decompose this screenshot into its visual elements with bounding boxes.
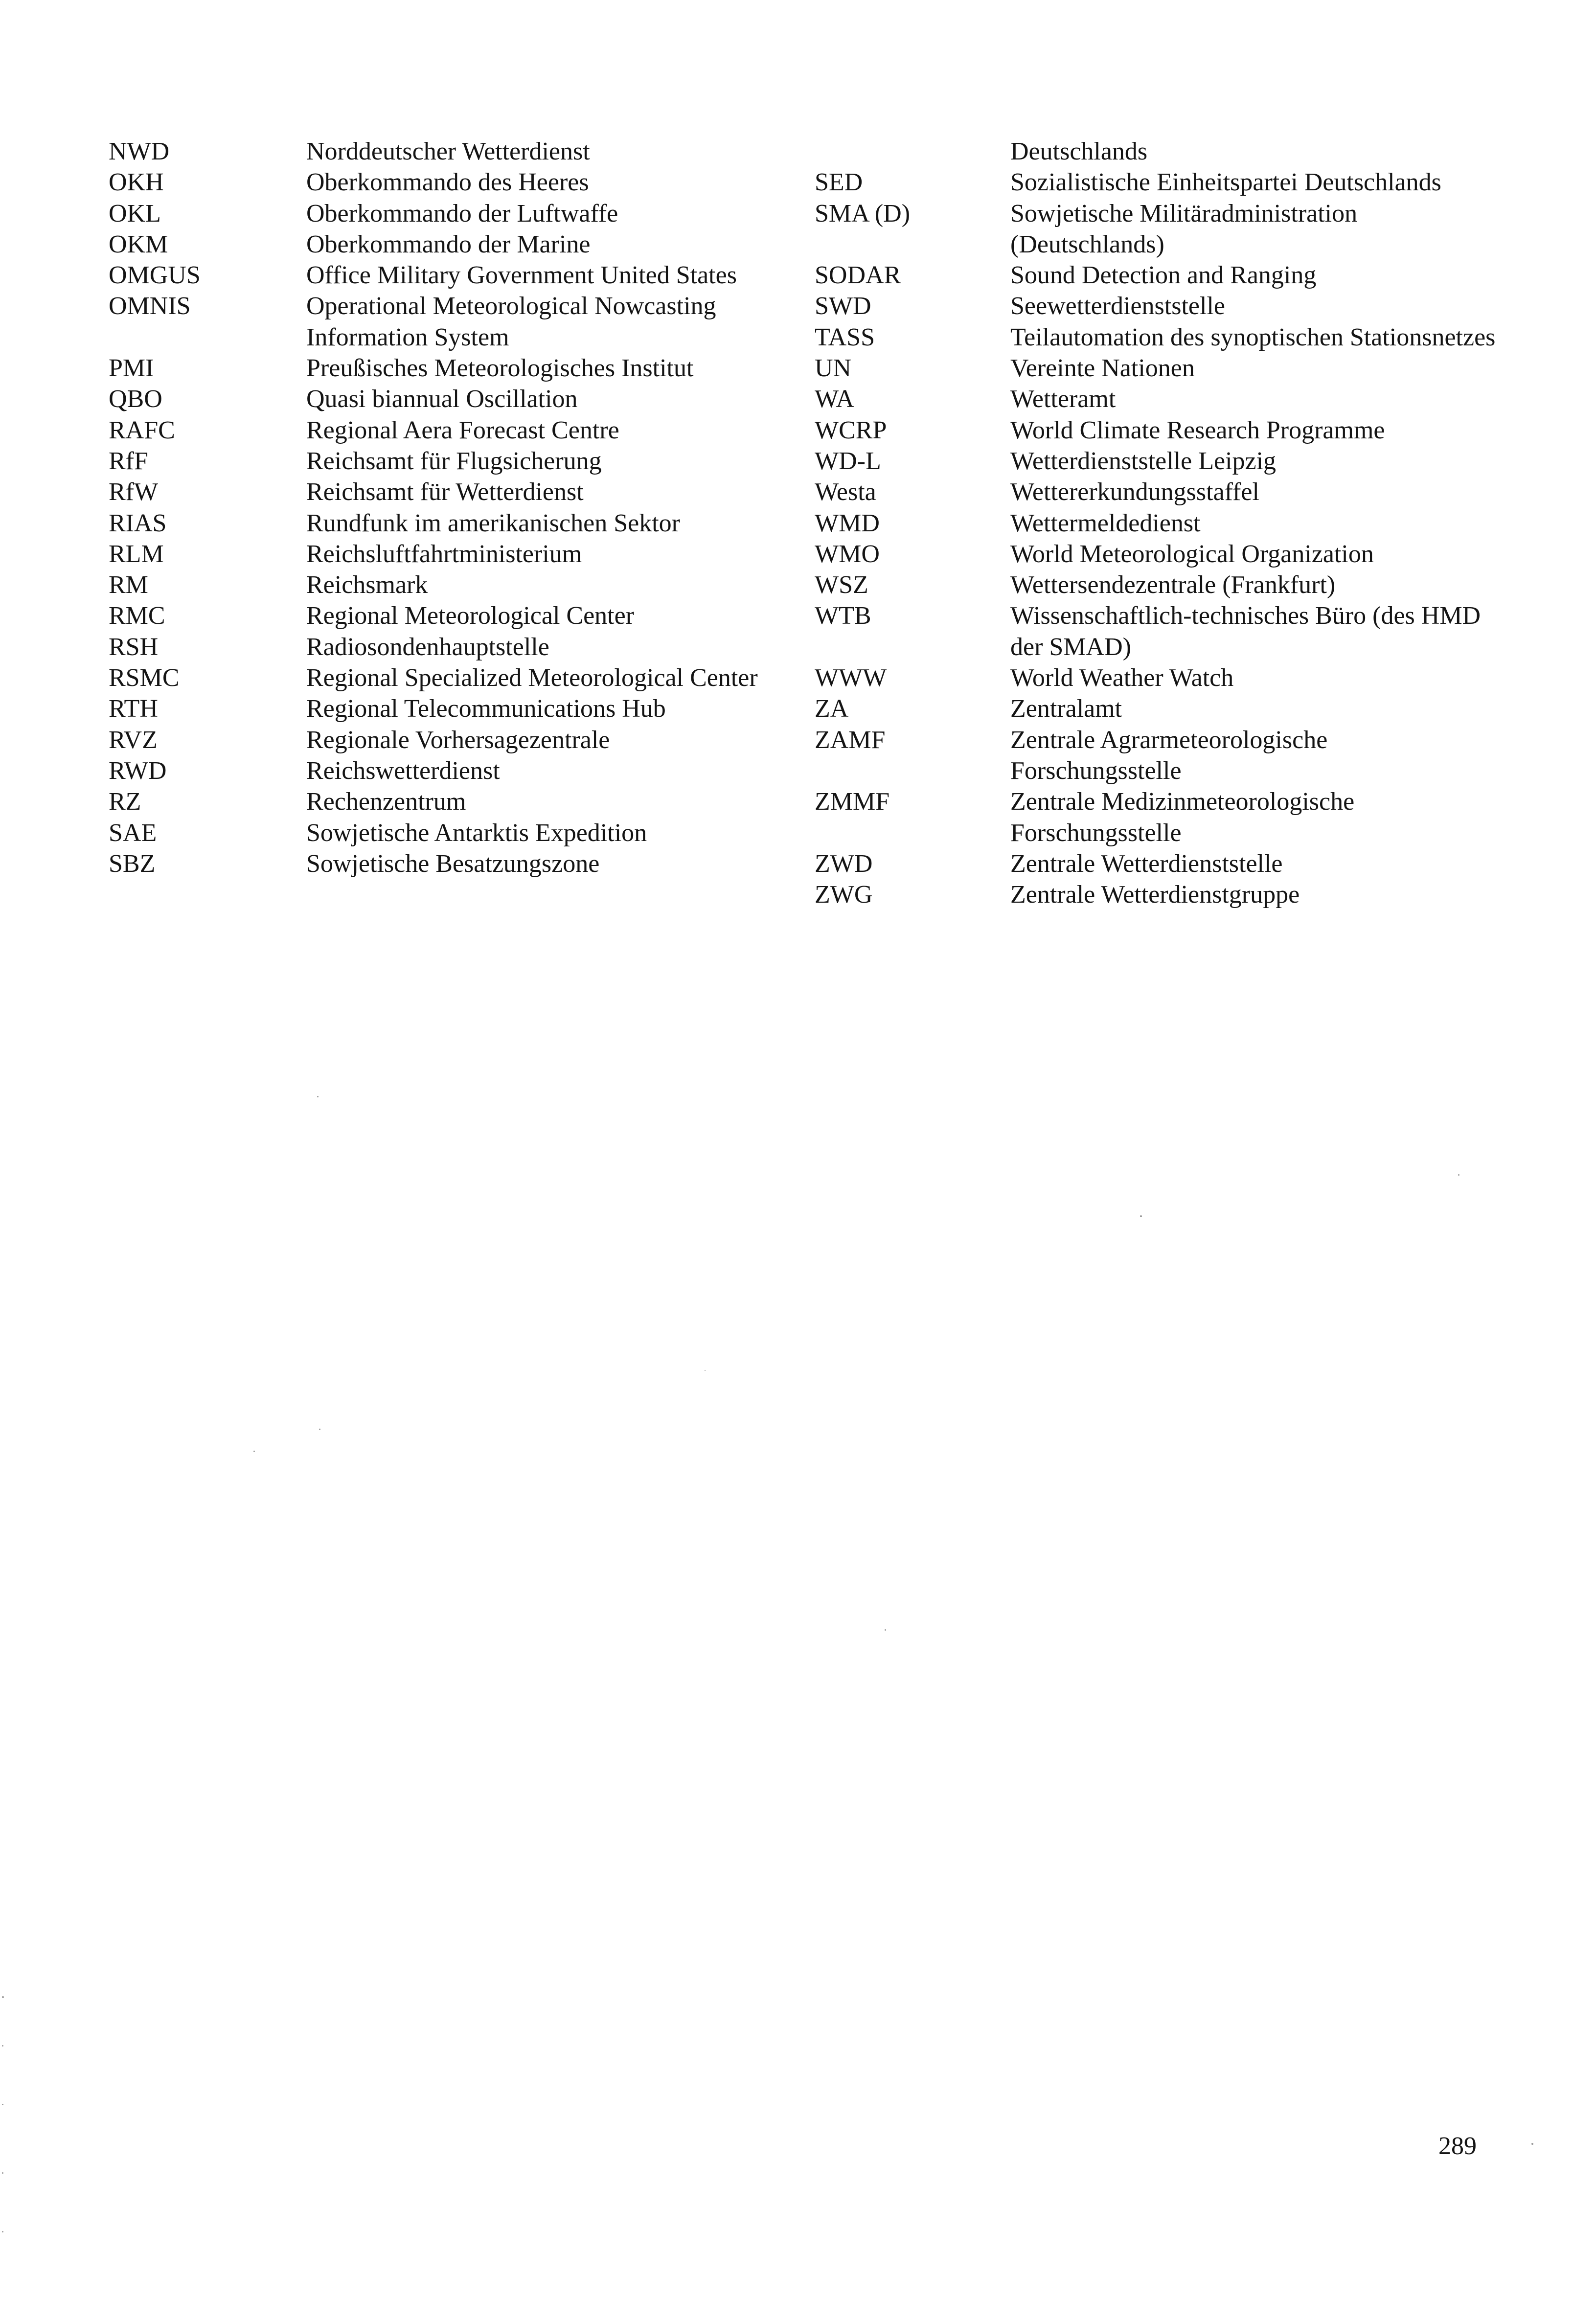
abbreviation: RZ (109, 788, 141, 816)
abbreviation-entry (109, 198, 800, 229)
abbreviation-entry (109, 755, 800, 786)
definition: Sowjetische Antarktis Expedition (306, 819, 647, 847)
definition: Norddeutscher Wetterdienst (306, 137, 590, 165)
abbreviation: RMC (109, 602, 165, 630)
abbreviation-entry (815, 600, 1500, 662)
definition: Vereinte Nationen (1010, 354, 1195, 383)
abbreviation: QBO (109, 385, 162, 413)
definition: Regional Meteorological Center (306, 602, 635, 630)
abbreviation: RWD (109, 756, 167, 785)
abbreviation-entry (109, 477, 800, 507)
abbreviation-entry (109, 508, 800, 539)
scan-speck (2, 2172, 3, 2174)
abbreviation: WCRP (815, 416, 887, 444)
definition: Sowjetische Militäradministration (Deutschlands) (1010, 199, 1358, 258)
abbreviation: ZWD (815, 849, 873, 878)
abbreviation-entry (815, 508, 1500, 539)
abbreviation: RIAS (109, 509, 167, 537)
definition: Reichsamt für Wetterdienst (306, 478, 584, 506)
abbreviation: OKM (109, 230, 168, 258)
scan-speck (2, 2231, 3, 2232)
definition: Reichsamt für Flugsicherung (306, 447, 602, 475)
definition: World Weather Watch (1010, 664, 1234, 692)
abbreviation-entry (109, 260, 800, 291)
definition: Oberkommando der Marine (306, 230, 591, 258)
definition: Zentrale Agrarmeteorologische Forschungsstelle (1010, 726, 1328, 785)
abbreviation-entry (109, 818, 800, 848)
definition: Zentrale Wetterdienstgruppe (1010, 881, 1300, 909)
definition: Sound Detection and Ranging (1010, 261, 1317, 290)
scan-speck (2, 1996, 4, 1998)
abbreviation-entry (109, 539, 800, 569)
definition: Zentrale Wetterdienststelle (1010, 849, 1283, 878)
definition: Wettererkundungsstaffel (1010, 478, 1259, 506)
abbreviation-entry (109, 446, 800, 477)
scan-speck (1458, 1174, 1459, 1176)
definition: Oberkommando der Luftwaffe (306, 199, 618, 228)
abbreviation: ZMMF (815, 788, 890, 816)
abbreviation: SODAR (815, 261, 901, 290)
abbreviation-entry (815, 662, 1500, 693)
abbreviation-entry (815, 446, 1500, 477)
abbreviation-entry (109, 848, 800, 879)
abbreviation-entry (815, 415, 1500, 446)
scan-speck (705, 1370, 706, 1371)
abbreviation-entry (109, 725, 800, 755)
abbreviation: WWW (815, 664, 887, 692)
abbreviation: NWD (109, 137, 170, 165)
abbreviation: RfF (109, 447, 148, 475)
definition: Wetteramt (1010, 385, 1116, 413)
abbreviation: UN (815, 354, 852, 383)
definition: World Climate Research Programme (1010, 416, 1385, 444)
definition: World Meteorological Organization (1010, 540, 1374, 568)
definition: Wettermeldedienst (1010, 509, 1201, 537)
definition: Reichsmark (306, 571, 428, 599)
abbreviation-entry (815, 167, 1500, 198)
abbreviation: SBZ (109, 849, 156, 878)
abbreviation: WSZ (815, 571, 868, 599)
abbreviation: RSMC (109, 664, 180, 692)
abbreviation-entry (109, 415, 800, 446)
abbreviation-list-right (815, 136, 1500, 910)
scan-speck (2, 2045, 3, 2047)
definition: Deutschlands (1010, 137, 1148, 165)
abbreviation: RM (109, 571, 148, 599)
abbreviation-entry (109, 167, 800, 198)
abbreviation: WMO (815, 540, 880, 568)
definition: Office Military Government United States (306, 261, 737, 290)
abbreviation: TASS (815, 323, 875, 351)
definition: Wissenschaftlich-technisches Büro (des HMD der SMAD) (1010, 602, 1481, 661)
abbreviation-entry (815, 322, 1500, 353)
abbreviation-entry (815, 291, 1500, 321)
definition: Seewetterdienststelle (1010, 292, 1225, 320)
abbreviation-entry (815, 879, 1500, 910)
abbreviation-entry (815, 198, 1500, 260)
abbreviation-entry (815, 477, 1500, 507)
abbreviation-entry (815, 725, 1500, 787)
definition: Regional Aera Forecast Centre (306, 416, 619, 444)
definition: Reichsluftfahrtministerium (306, 540, 582, 568)
scan-speck (319, 1429, 320, 1430)
abbreviation-entry (815, 569, 1500, 600)
scan-speck (1531, 2143, 1533, 2145)
definition: Regional Telecommunications Hub (306, 695, 666, 723)
definition: Oberkommando des Heeres (306, 168, 589, 197)
abbreviation: RfW (109, 478, 159, 506)
abbreviation: WD-L (815, 447, 881, 475)
definition: Rundfunk im amerikanischen Sektor (306, 509, 680, 537)
abbreviation-entry (815, 384, 1500, 414)
abbreviation: OKL (109, 199, 161, 228)
abbreviation: OKH (109, 168, 164, 197)
definition: Zentrale Medizinmeteorologische Forschungsstelle (1010, 788, 1355, 847)
scan-speck (1140, 1215, 1142, 1217)
abbreviation-entry (109, 600, 800, 631)
abbreviation-entry (815, 353, 1500, 384)
abbreviation: WTB (815, 602, 871, 630)
abbreviation-entry (815, 786, 1500, 848)
abbreviation-list-left (109, 136, 800, 879)
definition: Quasi biannual Oscillation (306, 385, 578, 413)
abbreviation: SWD (815, 292, 871, 320)
abbreviation-entry (815, 260, 1500, 291)
abbreviation: WMD (815, 509, 880, 537)
abbreviation: SED (815, 168, 863, 197)
definition: Radiosondenhauptstelle (306, 633, 549, 661)
abbreviation: ZAMF (815, 726, 886, 754)
abbreviation-entry (815, 136, 1500, 167)
scan-speck (2, 2104, 3, 2105)
abbreviation: PMI (109, 354, 154, 383)
definition: Regionale Vorhersagezentrale (306, 726, 610, 754)
definition: Operational Meteorological Nowcasting Information System (306, 292, 716, 351)
definition: Sozialistische Einheitspartei Deutschlands (1010, 168, 1441, 197)
scan-speck (885, 1629, 886, 1631)
abbreviation: Westa (815, 478, 876, 506)
definition: Wettersendezentrale (Frankfurt) (1010, 571, 1336, 599)
abbreviation-entry (109, 662, 800, 693)
abbreviation: RTH (109, 695, 158, 723)
abbreviation: RSH (109, 633, 159, 661)
abbreviation-entry (109, 384, 800, 414)
definition: Rechenzentrum (306, 788, 466, 816)
abbreviation-entry (109, 786, 800, 817)
abbreviation-entry (109, 693, 800, 724)
abbreviation-entry (815, 539, 1500, 569)
abbreviation: OMNIS (109, 292, 191, 320)
abbreviation-entry (109, 632, 800, 662)
scan-speck (253, 1451, 255, 1452)
definition: Preußisches Meteorologisches Institut (306, 354, 694, 383)
abbreviation-entry (109, 291, 800, 353)
scan-speck (317, 1096, 319, 1097)
definition: Zentralamt (1010, 695, 1122, 723)
abbreviation-entry (109, 229, 800, 260)
definition: Reichswetterdienst (306, 756, 500, 785)
abbreviation: OMGUS (109, 261, 201, 290)
abbreviation: SMA (D) (815, 199, 911, 228)
definition: Teilautomation des synoptischen Stationsnetzes (1010, 323, 1496, 351)
abbreviation: ZA (815, 695, 849, 723)
abbreviation-entry (109, 136, 800, 167)
abbreviation: RVZ (109, 726, 158, 754)
definition: Regional Specialized Meteorological Center (306, 664, 758, 692)
definition: Wetterdienststelle Leipzig (1010, 447, 1277, 475)
abbreviation: RLM (109, 540, 164, 568)
abbreviation-entry (109, 353, 800, 384)
abbreviation-entry (815, 693, 1500, 724)
page-number: 289 (1438, 2132, 1477, 2160)
abbreviation-entry (109, 569, 800, 600)
definition: Sowjetische Besatzungszone (306, 849, 600, 878)
abbreviation: ZWG (815, 881, 873, 909)
abbreviation: SAE (109, 819, 157, 847)
abbreviation: RAFC (109, 416, 175, 444)
abbreviation: WA (815, 385, 854, 413)
abbreviation-entry (815, 848, 1500, 879)
